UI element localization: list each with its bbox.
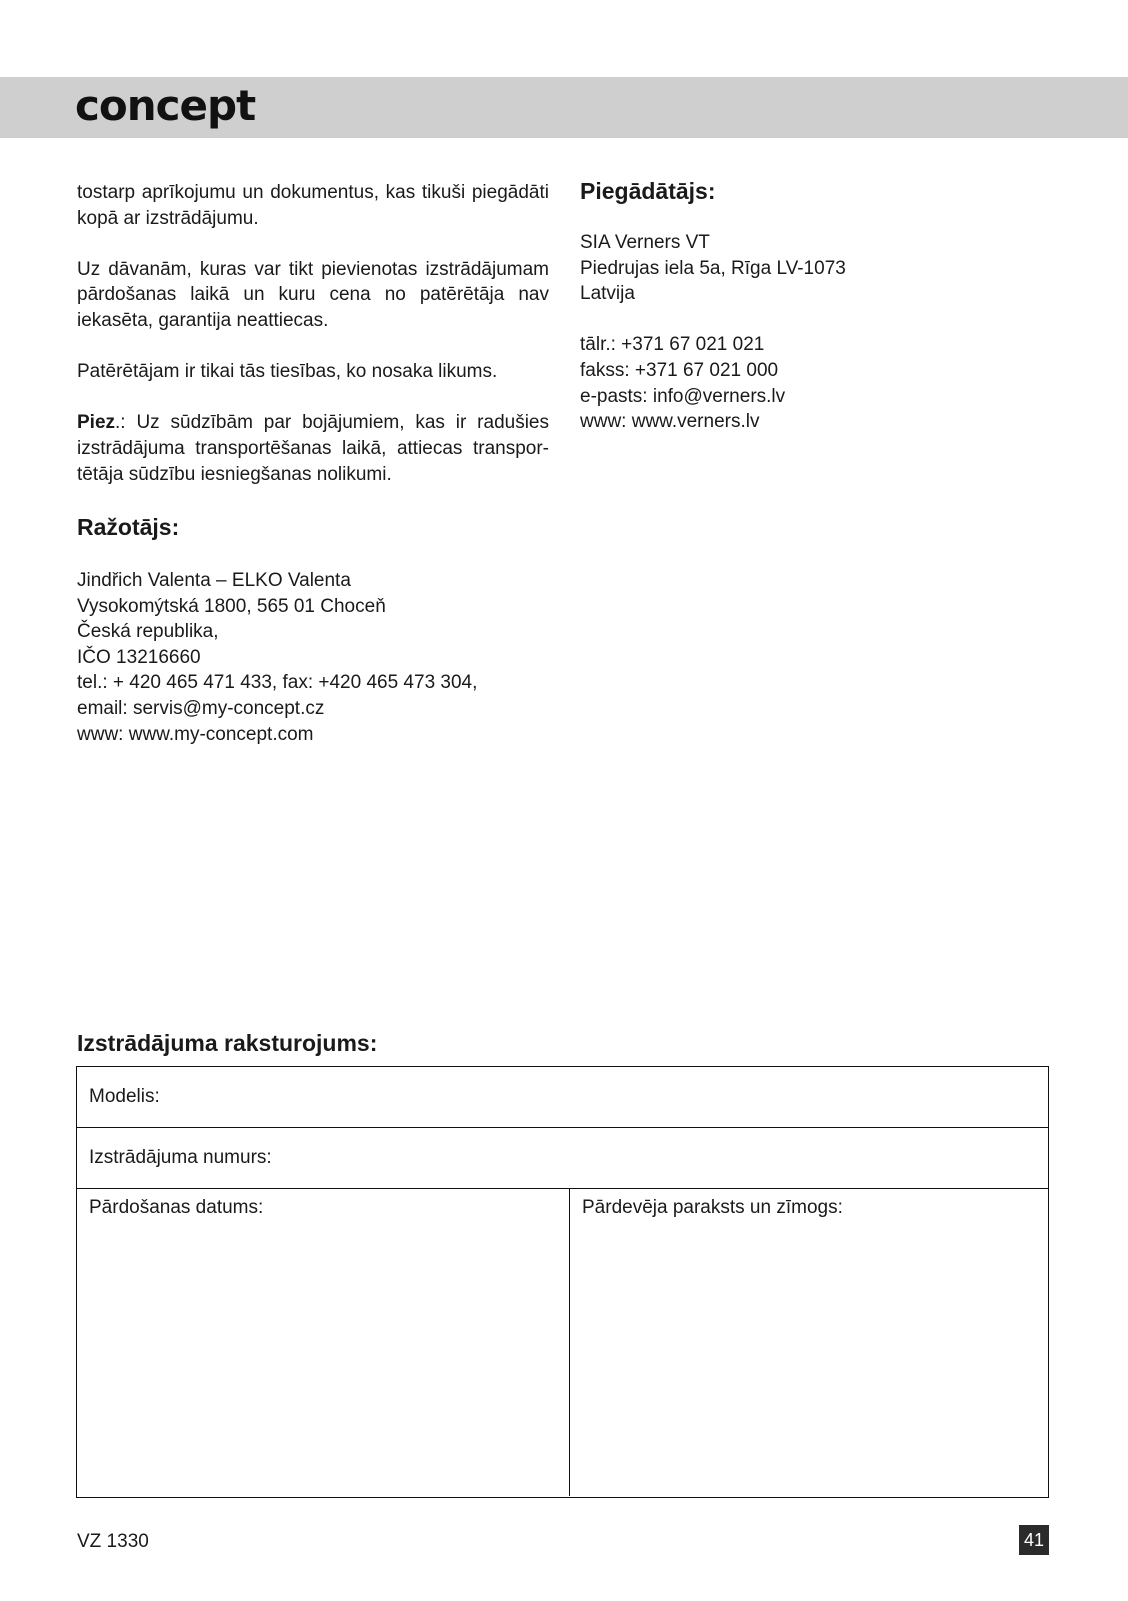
consumer-rights-paragraph: Patērētājam ir tikai tās tiesības, ko nosaka likums. xyxy=(77,361,498,383)
seller-signature-cell[interactable] xyxy=(570,1189,1047,1496)
page-number-badge: 41 xyxy=(1019,1525,1049,1555)
product-number-row[interactable] xyxy=(77,1128,1048,1189)
transport-note-paragraph xyxy=(77,410,549,487)
manufacturer-line: Česká republika, xyxy=(77,621,219,643)
gift-paragraph: Uz dāvanām, kuras var tikt pievienotas izstrādājumam pārdošanas laikā un kuru cena no patērētāja nav iekasēta, garantija neattiecas. xyxy=(77,258,549,331)
manufacturer-line: email: servis@my-concept.cz xyxy=(77,697,325,719)
manufacturer-line: Vysokomýtská 1800, 565 01 Choceň xyxy=(77,595,386,617)
supplier-address-line: Piedrujas iela 5a, Rīga LV-1073 xyxy=(580,257,846,279)
supplier-address-line: SIA Verners VT xyxy=(580,232,710,253)
sale-date-label: Pārdošanas datums: xyxy=(89,1197,264,1218)
note-text: .: Uz sūdzībām par bojājumiem, kas ir radušies izstrādājuma transportēšanas laikā, attiecas transportētāja sūdzību iesniegšanas nolikumi. xyxy=(77,412,549,485)
manufacturer-heading: Ražotājs: xyxy=(77,514,180,540)
supplier-contact-line: www: www.verners.lv xyxy=(580,411,760,433)
product-card-heading: Izstrādājuma raksturojums: xyxy=(77,1030,378,1056)
manufacturer-line: www: www.my-concept.com xyxy=(77,723,314,745)
supplier-column xyxy=(580,176,1060,435)
model-row[interactable] xyxy=(77,1067,1048,1128)
manufacturer-address xyxy=(77,568,549,747)
footer-model-code: VZ 1330 xyxy=(77,1531,149,1552)
sale-date-cell[interactable] xyxy=(77,1189,570,1496)
warranty-text-column xyxy=(77,180,549,513)
manufacturer-line: Jindřich Valenta – ELKO Valenta xyxy=(77,570,351,591)
supplier-contact-line: e-pasts: info@verners.lv xyxy=(580,385,786,407)
product-card-table xyxy=(76,1066,1049,1498)
supplier-contact-line: tālr.: +371 67 021 021 xyxy=(580,334,765,356)
product-number-label: Izstrādājuma numurs: xyxy=(89,1147,272,1168)
note-label: Piez xyxy=(77,412,116,434)
supplier-address-line: Latvija xyxy=(580,283,635,305)
seller-signature-label: Pārdevēja paraksts un zīmogs: xyxy=(582,1197,843,1218)
model-label: Modelis: xyxy=(89,1086,160,1107)
brand-logo: concept xyxy=(75,81,256,130)
warranty-paragraph: tostarp aprīkojumu un dokumentus, kas tikuši piegādāti kopā ar izstrādājumu. xyxy=(77,182,549,229)
manufacturer-line: IČO 13216660 xyxy=(77,646,201,668)
supplier-address xyxy=(580,230,1060,307)
supplier-heading: Piegādātājs: xyxy=(580,178,716,204)
manufacturer-line: tel.: + 420 465 471 433, fax: +420 465 473 304, xyxy=(77,672,478,694)
supplier-contact-line: fakss: +371 67 021 000 xyxy=(580,359,779,381)
supplier-contacts xyxy=(580,332,1060,434)
